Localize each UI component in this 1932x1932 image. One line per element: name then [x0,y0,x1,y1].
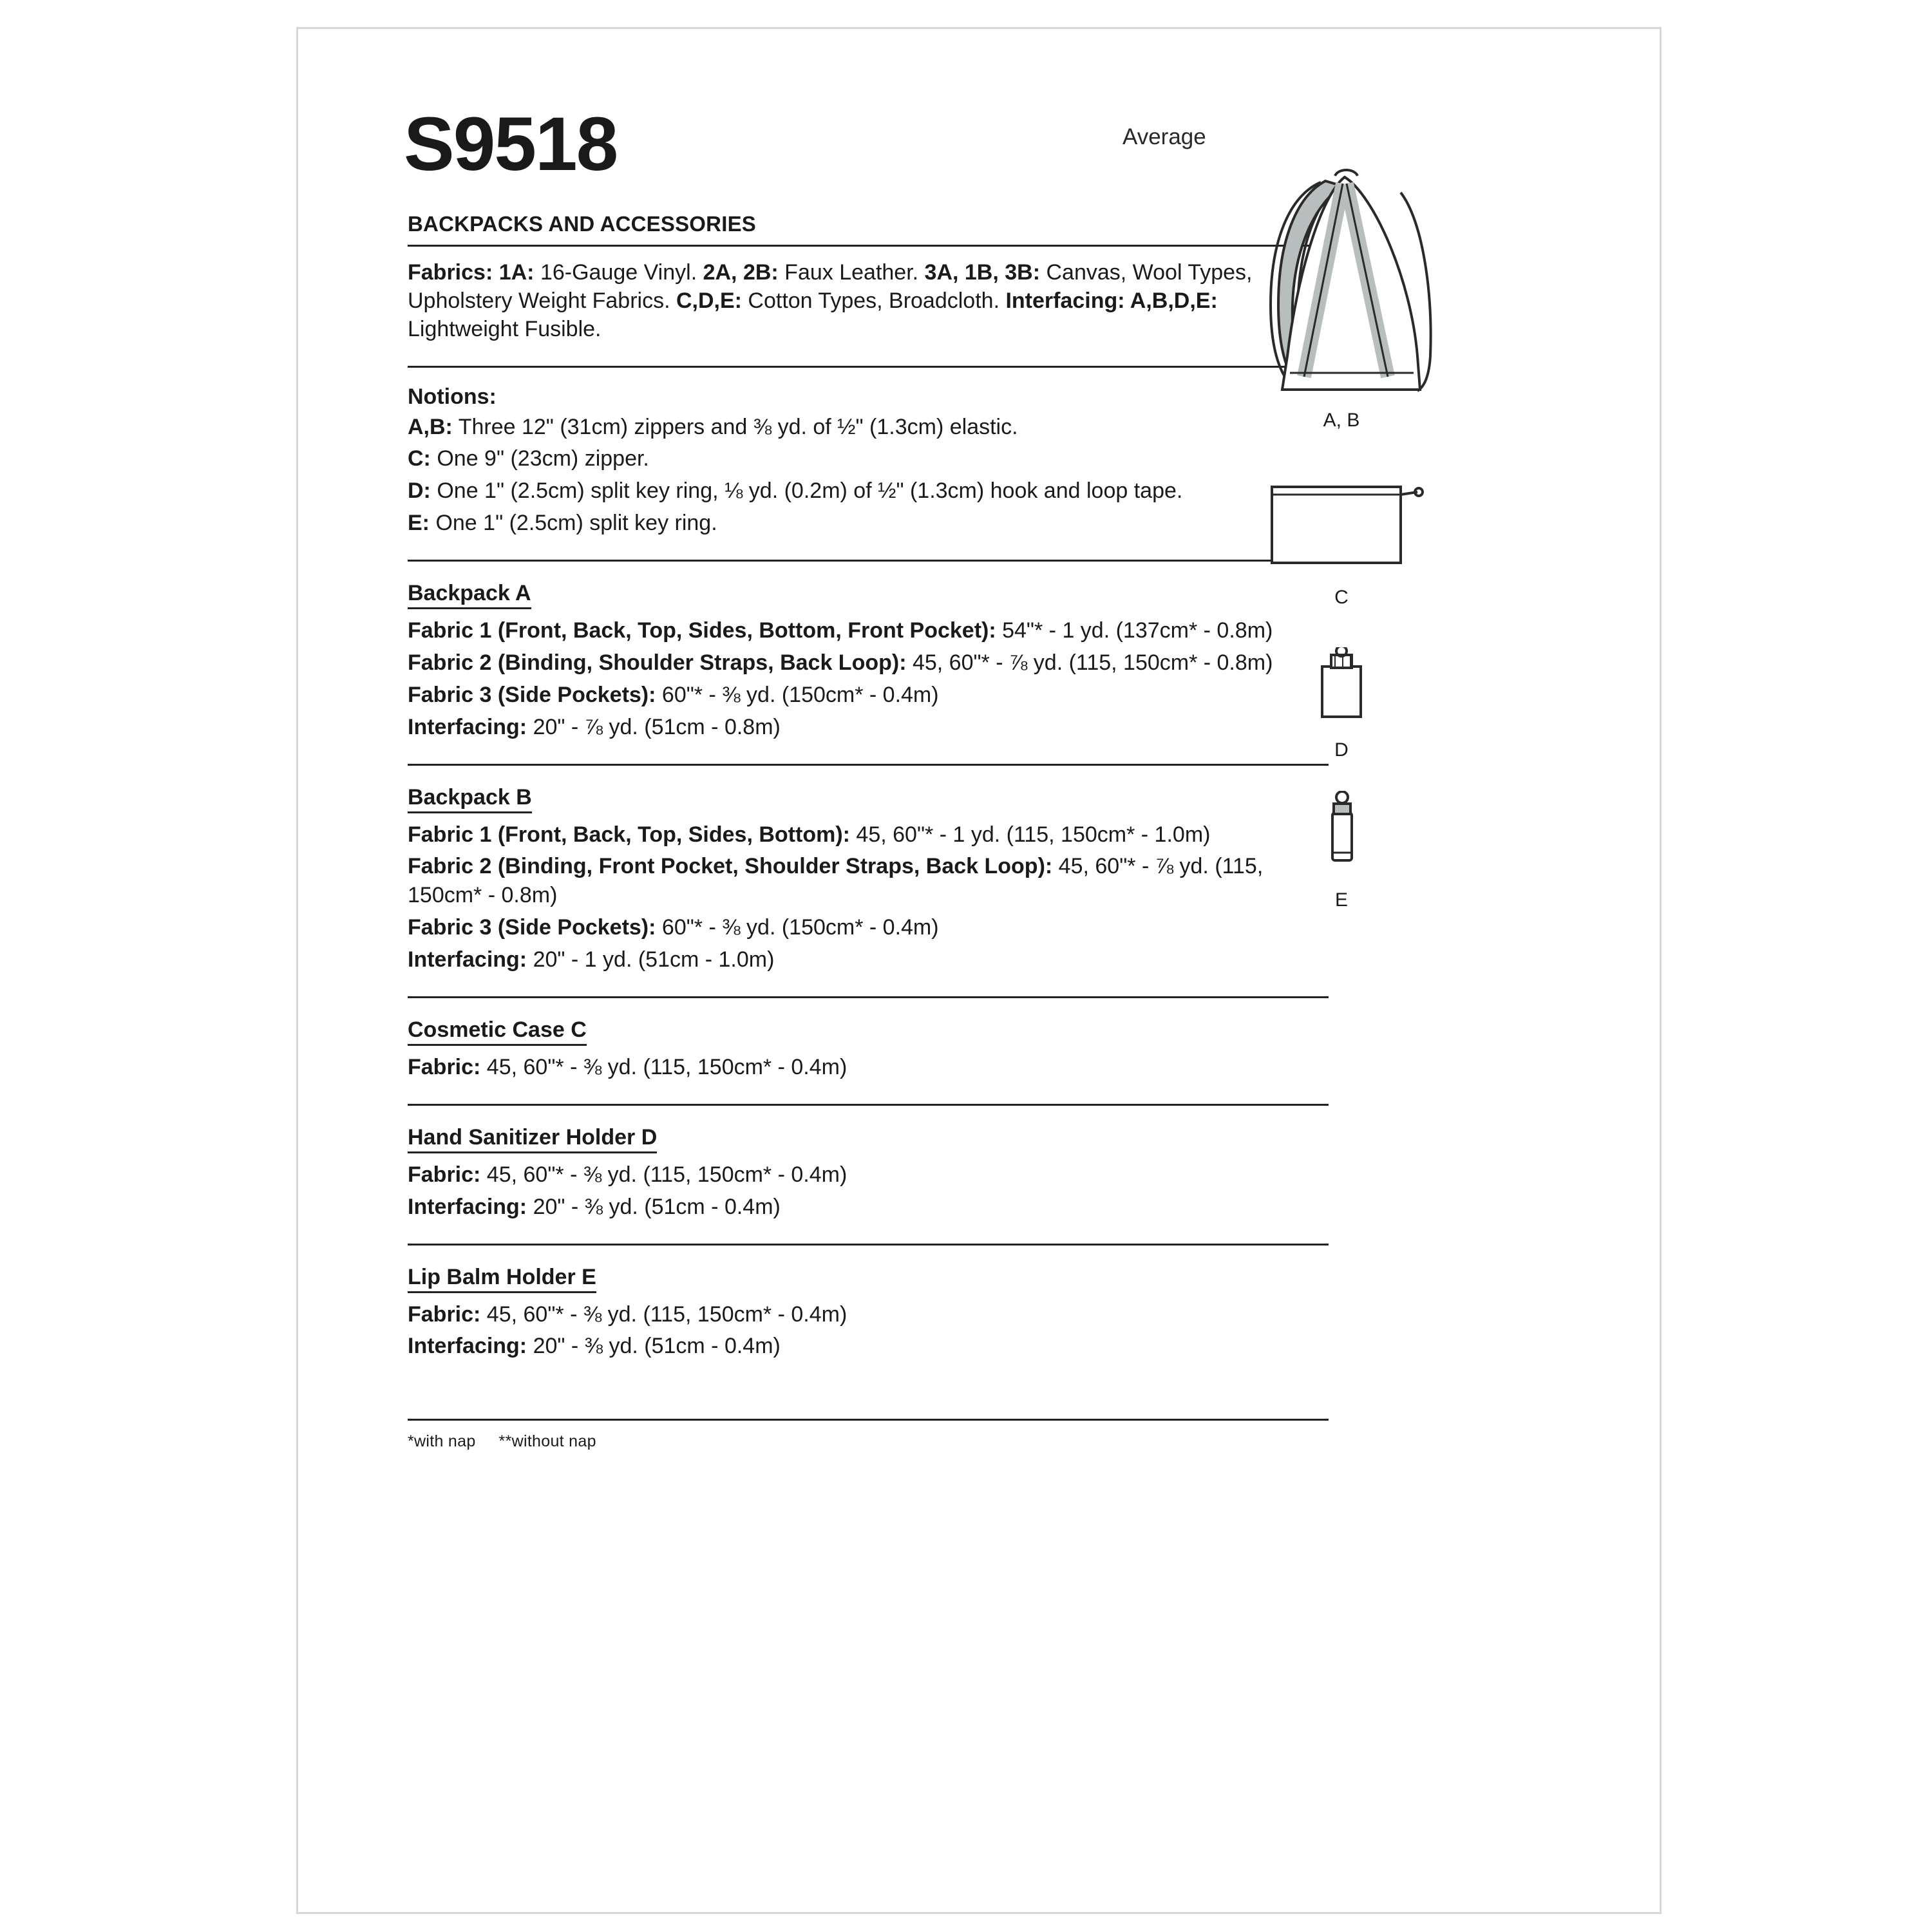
notions-line: C: One 9" (23cm) zipper. [408,446,649,471]
divider-after-hand-sanitizer-holder-d [408,1244,1329,1245]
notions-line: A,B: Three 12" (31cm) zippers and ⅜ yd. of ½" (1.3cm) elastic. [408,414,1018,439]
section-heading-backpack-a: Backpack A [408,581,531,609]
section-line: Interfacing: 20" - ⅞ yd. (51cm - 0.8m) [408,714,781,739]
cosmetic-case-icon [1245,475,1438,578]
notions-heading: Notions: [408,384,497,409]
section-line: Fabric 2 (Binding, Shoulder Straps, Back Loop): 45, 60"* - ⅞ yd. (115, 150cm* - 0.8m) [408,650,1273,675]
figure-lip-balm-holder [1235,791,1448,911]
section-line: Interfacing: 20" - 1 yd. (51cm - 1.0m) [408,947,775,972]
section-heading-lip-balm-holder-e: Lip Balm Holder E [408,1265,596,1293]
difficulty-label: Average [1122,124,1206,149]
pattern-envelope-page [296,27,1662,1914]
section-line: Fabric: 45, 60"* - ⅜ yd. (115, 150cm* - 0.4m) [408,1162,848,1187]
section-line: Interfacing: 20" - ⅜ yd. (51cm - 0.4m) [408,1334,781,1359]
divider-after-fabrics [408,366,1329,368]
notions-line: E: One 1" (2.5cm) split key ring. [408,511,717,536]
fabrics-paragraph: Fabrics: 1A: 16-Gauge Vinyl. 2A, 2B: Faux Leather. 3A, 1B, 3B: Canvas, Wool Types, Upholstery Weight Fabrics. C,D,E: Cotton Types, Broadcloth. Interfacing: A,B,D,E: Lightweight Fusible. [408,260,1253,342]
section-line: Fabric 3 (Side Pockets): 60"* - ⅜ yd. (150cm* - 0.4m) [408,915,939,940]
divider-after-notions [408,560,1329,562]
divider-after-cosmetic-case-c [408,1104,1329,1106]
backpack-icon [1245,144,1438,401]
figure-cosmetic-case [1235,475,1448,609]
section-line: Fabric 1 (Front, Back, Top, Sides, Bottom): 45, 60"* - 1 yd. (115, 150cm* - 1.0m) [408,822,1211,847]
section-line: Interfacing: 20" - ⅜ yd. (51cm - 0.4m) [408,1194,781,1219]
figure-backpack [1235,144,1448,431]
figure-label: D [1334,739,1349,761]
figure-column [1235,106,1448,911]
divider-before-footnotes [408,1419,1329,1421]
divider-after-backpack-a [408,764,1329,766]
footnotes [408,1432,1560,1451]
page-title: S9518 [404,102,618,187]
section-heading-cosmetic-case-c: Cosmetic Case C [408,1018,587,1046]
section-line: Fabric 2 (Binding, Front Pocket, Shoulder Straps, Back Loop): 45, 60"* - ⅞ yd. (115, 150cm* - 0.8m) [408,854,1264,908]
document-subtitle: BACKPACKS AND ACCESSORIES [408,212,1329,247]
notions-line: D: One 1" (2.5cm) split key ring, ⅛ yd. (0.2m) of ½" (1.3cm) hook and loop tape. [408,478,1183,504]
footnote-with-nap: *with nap [408,1432,476,1451]
figure-label: E [1334,889,1348,911]
figure-hand-sanitizer-holder [1235,647,1448,761]
section-heading-hand-sanitizer-holder-d: Hand Sanitizer Holder D [408,1125,657,1153]
hand-sanitizer-holder-icon [1245,647,1438,731]
section-line: Fabric: 45, 60"* - ⅜ yd. (115, 150cm* - 0.4m) [408,1054,848,1079]
divider-after-backpack-b [408,996,1329,998]
figure-label: A, B [1323,410,1360,431]
footnote-without-nap: **without nap [498,1432,596,1451]
section-line: Fabric 3 (Side Pockets): 60"* - ⅜ yd. (150cm* - 0.4m) [408,682,939,707]
lip-balm-holder-icon [1245,791,1438,881]
figure-label: C [1334,587,1349,608]
section-line: Fabric: 45, 60"* - ⅜ yd. (115, 150cm* - 0.4m) [408,1302,848,1327]
section-heading-backpack-b: Backpack B [408,785,532,813]
section-line: Fabric 1 (Front, Back, Top, Sides, Bottom, Front Pocket): 54"* - 1 yd. (137cm* - 0.8m) [408,618,1273,643]
